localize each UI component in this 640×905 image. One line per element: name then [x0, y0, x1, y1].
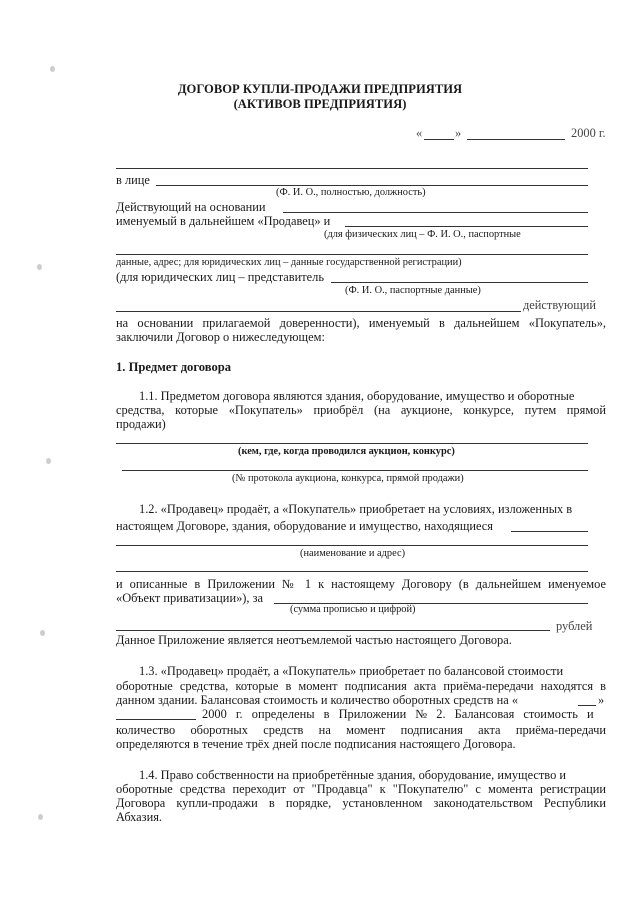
in-person-blank[interactable] — [156, 185, 588, 186]
document-subtitle: (АКТИВОВ ПРЕДПРИЯТИЯ) — [233, 97, 407, 111]
scan-speck — [46, 458, 51, 464]
date-open-quote: « — [416, 126, 423, 140]
scan-speck — [38, 814, 43, 820]
caption-individuals: (для физических лиц – Ф. И. О., паспортные — [324, 229, 521, 240]
rubles-label: рублей — [556, 619, 593, 633]
clause-1-4-line2: оборотные средства переходит от "Продавца" к "Покупателю" с момента регистрации — [116, 782, 606, 796]
caption-legal-data: данные, адрес; для юридических лиц – данные государственной регистрации) — [116, 257, 462, 268]
scan-speck — [37, 264, 42, 270]
section-1-heading: 1. Предмет договора — [116, 360, 232, 374]
protocol-blank[interactable] — [122, 470, 588, 471]
seller-named-label: именуемый в дальнейшем «Продавец» и — [116, 214, 331, 228]
caption-auction: (кем, где, когда проводился аукцион, конкурс) — [238, 446, 455, 457]
annex-line1: и описанные в Приложении № 1 к настоящему Договору (в дальнейшем именуемое — [116, 577, 606, 591]
extra-blank[interactable] — [116, 571, 588, 572]
clause-1-1-line1: 1.1. Предметом договора являются здания, оборудование, имущество и оборотные — [139, 389, 575, 403]
auction-blank[interactable] — [116, 443, 588, 444]
name-address-blank[interactable] — [116, 545, 588, 546]
acting-basis-label: Действующий на основании — [116, 200, 266, 214]
price-words-blank[interactable] — [116, 630, 550, 631]
annex-line2: «Объект приватизации»), за — [116, 591, 263, 605]
representative-blank[interactable] — [116, 311, 521, 312]
clause-1-2-line2: настоящем Договоре, здания, оборудование и имущество, находящиеся — [116, 519, 493, 533]
clause-1-2-line1: 1.2. «Продавец» продаёт, а «Покупатель» приобретает на условиях, изложенных в — [139, 502, 573, 516]
date-day-blank[interactable] — [424, 139, 454, 140]
clause-1-3-line4: 2000 г. определены в Приложении № 2. Балансовая стоимость и — [202, 707, 594, 721]
clause-1-4-line1: 1.4. Право собственности на приобретённые здания, оборудование, имущество и — [139, 768, 566, 782]
clause-1-4-line4: Абхазия. — [116, 810, 163, 824]
annex-integral-line: Данное Приложение является неотъемлемой частью настоящего Договора. — [116, 633, 512, 647]
legal-rep-blank[interactable] — [331, 282, 588, 283]
date-year: 2000 г. — [571, 126, 606, 140]
date-month-blank[interactable] — [467, 139, 565, 140]
balance-date-month-blank[interactable] — [116, 719, 196, 720]
clause-1-3-line2: оборотные средства, которые в момент подписания акта приёма-передачи находятся в — [116, 679, 606, 693]
document-title: ДОГОВОР КУПЛИ-ПРОДАЖИ ПРЕДПРИЯТИЯ — [177, 82, 463, 96]
concluded-line: заключили Договор о нижеследующем: — [116, 330, 325, 344]
in-person-label: в лице — [116, 173, 150, 187]
balance-date-day-blank[interactable] — [578, 705, 596, 706]
scan-speck — [50, 66, 55, 72]
clause-1-1-line2: средства, которые «Покупатель» приобрёл (на аукционе, конкурсе, путем прямой — [116, 403, 606, 417]
clause-1-3-line3: данном здании. Балансовая стоимость и количество оборотных средств на « — [116, 693, 519, 707]
clause-1-3-line1: 1.3. «Продавец» продаёт, а «Покупатель» приобретает по балансовой стоимости — [139, 664, 564, 678]
buyer-details-blank[interactable] — [116, 254, 588, 255]
party-blank[interactable] — [116, 168, 588, 169]
clause-1-3-line5: количество оборотных средств на момент подписания акта приёма-передачи — [116, 723, 606, 737]
acting-basis-blank[interactable] — [283, 212, 588, 213]
clause-1-4-line3: Договора купли-продажи в порядке, установленном законодательством Республики — [116, 796, 606, 810]
location-blank[interactable] — [511, 531, 588, 532]
clause-1-1-line3: продажи) — [116, 417, 166, 431]
scan-speck — [40, 630, 45, 636]
date-close-quote: » — [455, 126, 462, 140]
legal-rep-label: (для юридических лиц – представитель — [116, 270, 325, 284]
buyer-name-blank[interactable] — [345, 226, 588, 227]
caption-fio-position: (Ф. И. О., полностью, должность) — [276, 187, 426, 198]
buyer-named-line: на основании прилагаемой доверенности), именуемый в дальнейшем «Покупатель», — [116, 316, 606, 330]
balance-date-quote: » — [598, 693, 605, 707]
caption-sum: (сумма прописью и цифрой) — [290, 604, 416, 615]
caption-name-address: (наименование и адрес) — [300, 548, 406, 559]
caption-protocol: (№ протокола аукциона, конкурса, прямой продажи) — [232, 473, 464, 484]
acting-word: действующий — [523, 298, 597, 312]
caption-fio-passport: (Ф. И. О., паспортные данные) — [345, 285, 481, 296]
clause-1-3-line6: определяются в течение трёх дней после подписания настоящего Договора. — [116, 737, 516, 751]
